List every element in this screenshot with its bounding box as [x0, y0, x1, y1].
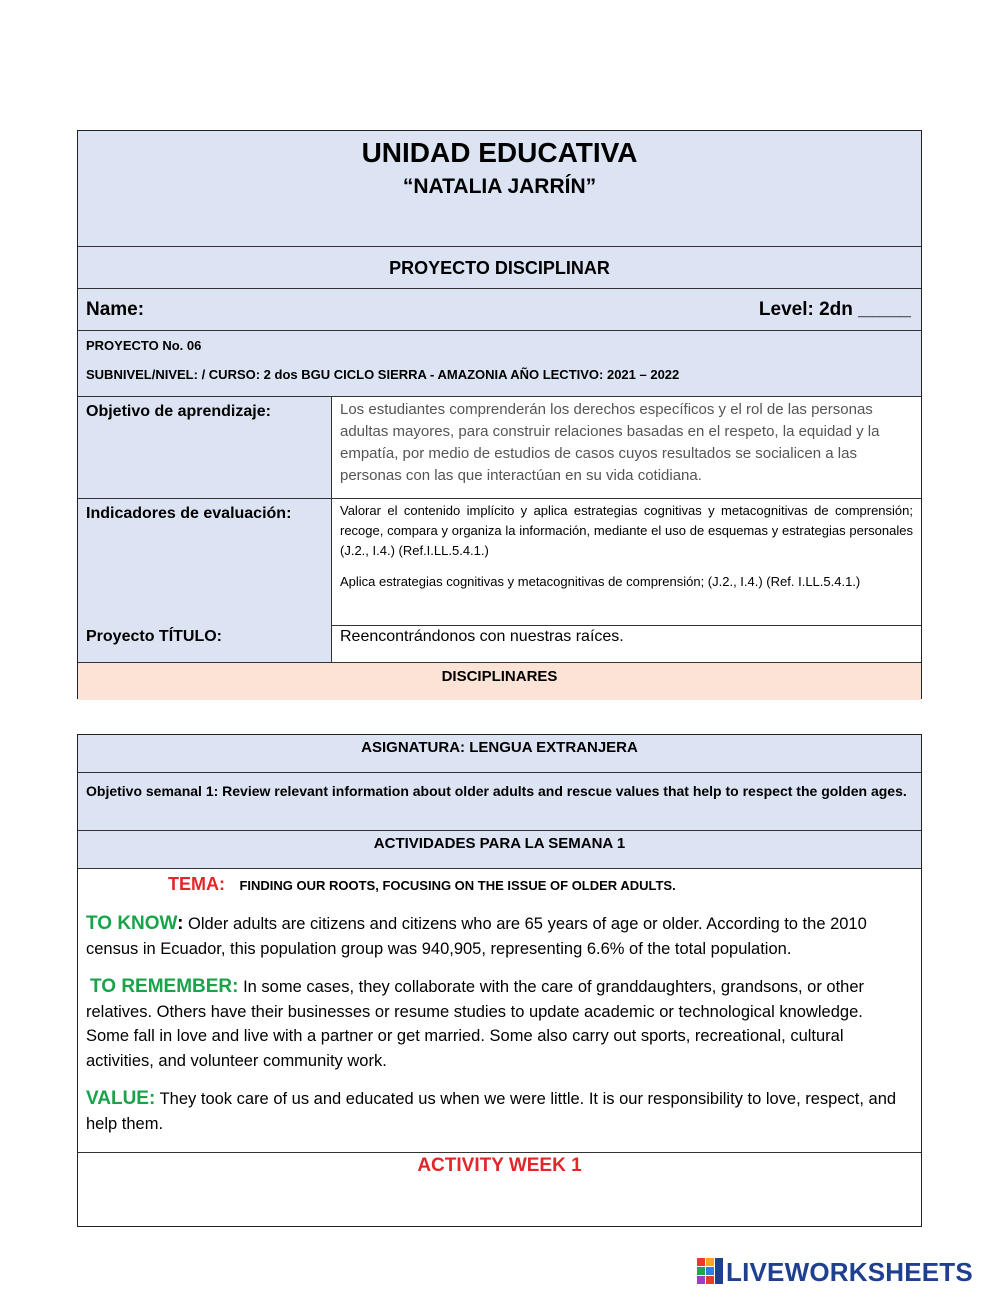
titulo-text: Reencontrándonos con nuestras raíces.: [332, 626, 921, 662]
to-know-colon: :: [177, 913, 184, 934]
to-know-label: TO KNOW: [86, 913, 178, 934]
asignatura-label: ASIGNATURA: LENGUA EXTRANJERA: [361, 739, 638, 756]
objetivo-semanal-row: [78, 773, 921, 831]
objetivo-label: Objetivo de aprendizaje:: [78, 397, 332, 498]
liveworksheets-blocks-icon: [697, 1258, 723, 1284]
indicadores-label: Indicadores de evaluación:: [78, 499, 332, 626]
to-remember-label: TO REMEMBER:: [90, 976, 239, 997]
actividades-row: [78, 831, 921, 869]
disciplinares-row: [78, 663, 921, 700]
disciplinares-label: DISCIPLINARES: [441, 668, 558, 685]
liveworksheets-text: LIVEWORKSHEETS: [726, 1257, 973, 1287]
indicadores-cell: [332, 499, 921, 626]
objetivo-text: Los estudiantes comprenderán los derechos específicos y el rol de las personas adultas mayores, para construir relaciones basadas en el respeto, la equidad y la empatía, por medio de estudios de casos cuyos resultados se socialicen a las personas con las que interactúan en su vida cotidiana.: [332, 397, 921, 498]
level-label: Level: 2dn _____: [758, 299, 911, 320]
indicadores-row: [78, 499, 921, 626]
school-title-row: [78, 131, 921, 247]
project-type: PROYECTO DISCIPLINAR: [389, 258, 610, 278]
value-text: They took care of us and educated us when we were little. It is our responsibility to love, respect, and help them.: [86, 1090, 897, 1133]
name-label: Name:: [86, 299, 145, 320]
project-number: PROYECTO No. 06: [86, 338, 202, 353]
to-know-text: Older adults are citizens and citizens who are 65 years of age or older. According to the 2010 census in Ecuador, this population group was 940,905, representing 6.6% of the total population.: [86, 915, 867, 958]
school-subname: “NATALIA JARRÍN”: [402, 175, 597, 198]
project-info-row: [78, 331, 921, 397]
objetivo-row: [78, 397, 921, 499]
asignatura-row: [78, 735, 921, 773]
indicador-text-1: Valorar el contenido implícito y aplica estrategias cognitivas y metacognitivas de comprensión; recoge, compara y organiza la información, mediante el uso de esquemas y estrategias personales (J.2., I.4.) (Ref.I.LL.5.4.1.): [340, 503, 913, 558]
name-level-row: [78, 289, 921, 331]
activity-row: [78, 1153, 921, 1226]
indicador-text-2: Aplica estrategias cognitivas y metacognitivas de comprensión; (J.2., I.4.) (Ref. I.LL.5.4.1.): [340, 574, 861, 589]
school-name: UNIDAD EDUCATIVA: [361, 137, 638, 168]
to-remember-text: In some cases, they collaborate with the care of granddaughters, grandsons, or other relatives. Others have their businesses or resume studies to update academic or technological knowledge. Some fall in love and live with a partner or get married. Some also carry out sports, recreational, cultural activities, and volunteer community work.: [86, 978, 865, 1070]
value-paragraph: [86, 1087, 909, 1136]
content-row: [78, 869, 921, 1153]
project-type-row: [78, 247, 921, 289]
activity-title: ACTIVITY WEEK 1: [417, 1155, 582, 1176]
liveworksheets-logo: [697, 1256, 997, 1286]
activities-table: [77, 734, 922, 1227]
tema-text: FINDING OUR ROOTS, FOCUSING ON THE ISSUE OF OLDER ADULTS.: [239, 878, 676, 893]
project-header-table: [77, 130, 922, 699]
tema-line: [168, 874, 676, 895]
titulo-row: [78, 626, 921, 663]
tema-label: TEMA:: [168, 874, 225, 894]
objetivo-semanal: Objetivo semanal 1: Review relevant information about older adults and rescue values that help to respect the golden ages.: [86, 783, 907, 799]
to-know-paragraph: [86, 911, 909, 962]
titulo-label: Proyecto TÍTULO:: [78, 626, 332, 662]
value-label: VALUE:: [86, 1088, 156, 1109]
actividades-label: ACTIVIDADES PARA LA SEMANA 1: [373, 835, 626, 852]
subnivel-info: SUBNIVEL/NIVEL: / CURSO: 2 dos BGU CICLO SIERRA - AMAZONIA AÑO LECTIVO: 2021 – 2022: [86, 367, 680, 382]
to-remember-paragraph: [86, 975, 909, 1073]
